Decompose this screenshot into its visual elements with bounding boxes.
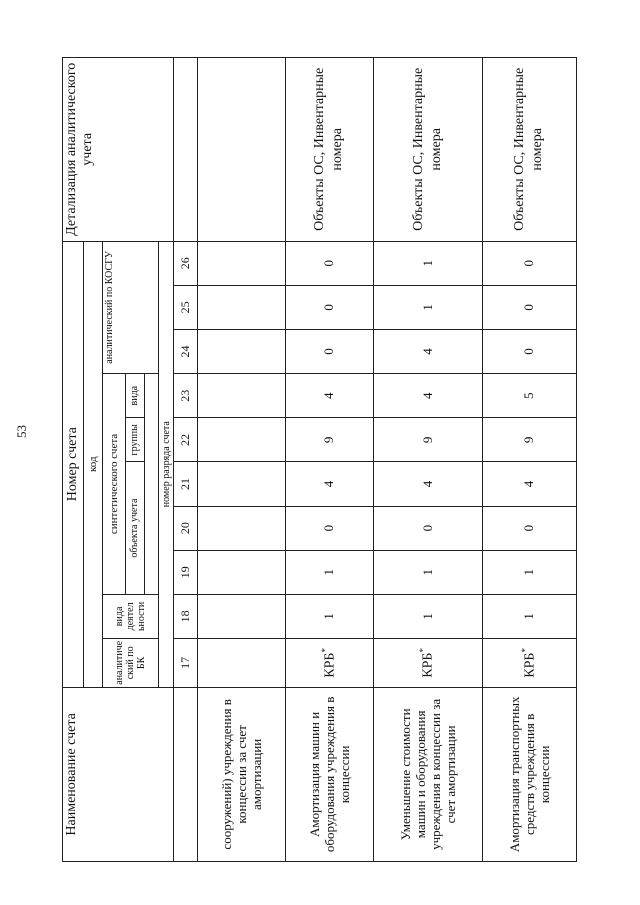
header-analytical-bk: аналитиче ский по БК [102,638,158,687]
row-cell [197,550,285,594]
header-group: группы [125,418,144,462]
table-row [285,58,373,862]
row-cell: 9 [285,418,373,462]
row-cell: 0 [285,506,373,550]
row-detail: Объекты ОС, Инвентарные номера [285,58,373,242]
table-row [482,58,576,862]
column-number: 17 [173,638,197,687]
row-cell: 1 [373,285,482,329]
row-name: Амортизация транспортных средств учреждения в концессии [482,687,576,861]
table-row [197,58,285,862]
row-name: сооружений) учреждения в концессии за счет амортизации [197,687,285,861]
row-cell [197,506,285,550]
account-table [62,57,577,862]
row-cell: 0 [373,506,482,550]
row-bk: КРБ [421,652,437,678]
row-detail: Объекты ОС, Инвентарные номера [482,58,576,242]
row-cell: 9 [373,418,482,462]
row-cell [197,594,285,638]
row-cell: 1 [373,241,482,285]
row-cell: 4 [285,462,373,506]
row-cell: 0 [482,329,576,373]
row-cell: 4 [482,462,576,506]
num-cell-detail-blank [173,58,197,242]
row-cell: 1 [285,550,373,594]
row-detail [197,58,285,242]
table-row [373,58,482,862]
header-account-number: Номер счета [63,241,84,687]
header-synthetic: синтетического счета [102,374,125,595]
row-cell: 5 [482,374,576,418]
column-number: 23 [173,374,197,418]
row-cell: 0 [482,241,576,285]
row-cell: 0 [285,285,373,329]
row-bk-cell [482,638,576,687]
table-rotation-wrapper [62,57,577,862]
header-activity-type: вида деятел ьности [102,594,158,638]
column-number: 21 [173,462,197,506]
num-cell-name-blank [173,687,197,861]
row-name: Уменьшение стоимости машин и оборудования учреждения в концессии за счет амортизации [373,687,482,861]
row-cell: 0 [482,506,576,550]
header-code: код [83,241,102,687]
page-number: 53 [14,425,29,438]
column-number: 25 [173,285,197,329]
row-bk: КРБ [522,652,538,678]
row-cell [197,285,285,329]
row-cell: 1 [482,594,576,638]
row-cell: 0 [285,329,373,373]
row-cell [197,462,285,506]
column-number: 22 [173,418,197,462]
row-cell: 1 [482,550,576,594]
row-cell: 4 [373,374,482,418]
footnote-mark: * [519,648,530,653]
header-digit-number: номер разряда счета [159,241,174,687]
header-name: Наименование счета [63,687,174,861]
row-bk-cell [285,638,373,687]
row-cell: 9 [482,418,576,462]
column-number: 19 [173,550,197,594]
row-cell: 4 [373,462,482,506]
row-name: Амортизация машин и оборудования учреждения в концессии [285,687,373,861]
row-cell [197,329,285,373]
column-number: 24 [173,329,197,373]
row-cell [197,241,285,285]
row-detail: Объекты ОС, Инвентарные номера [373,58,482,242]
header-kosgu: аналитический по КОСГУ [102,241,158,373]
row-cell: 1 [373,550,482,594]
row-cell: 4 [373,329,482,373]
row-cell: 4 [285,374,373,418]
row-cell: 1 [373,594,482,638]
row-cell: 0 [285,241,373,285]
header-blank-spacer [144,374,159,595]
row-bk [197,638,285,687]
footnote-mark: * [418,648,429,653]
column-number: 26 [173,241,197,285]
row-cell: 1 [285,594,373,638]
column-number: 20 [173,506,197,550]
header-accounting-object: объекта учета [125,462,144,594]
header-detail: Детализация аналитического учета [63,58,174,242]
row-cell [197,418,285,462]
header-kind: вида [125,374,144,418]
row-bk: КРБ [322,652,338,678]
column-number: 18 [173,594,197,638]
row-bk-cell [373,638,482,687]
row-cell: 0 [482,285,576,329]
footnote-mark: * [319,648,330,653]
row-cell [197,374,285,418]
